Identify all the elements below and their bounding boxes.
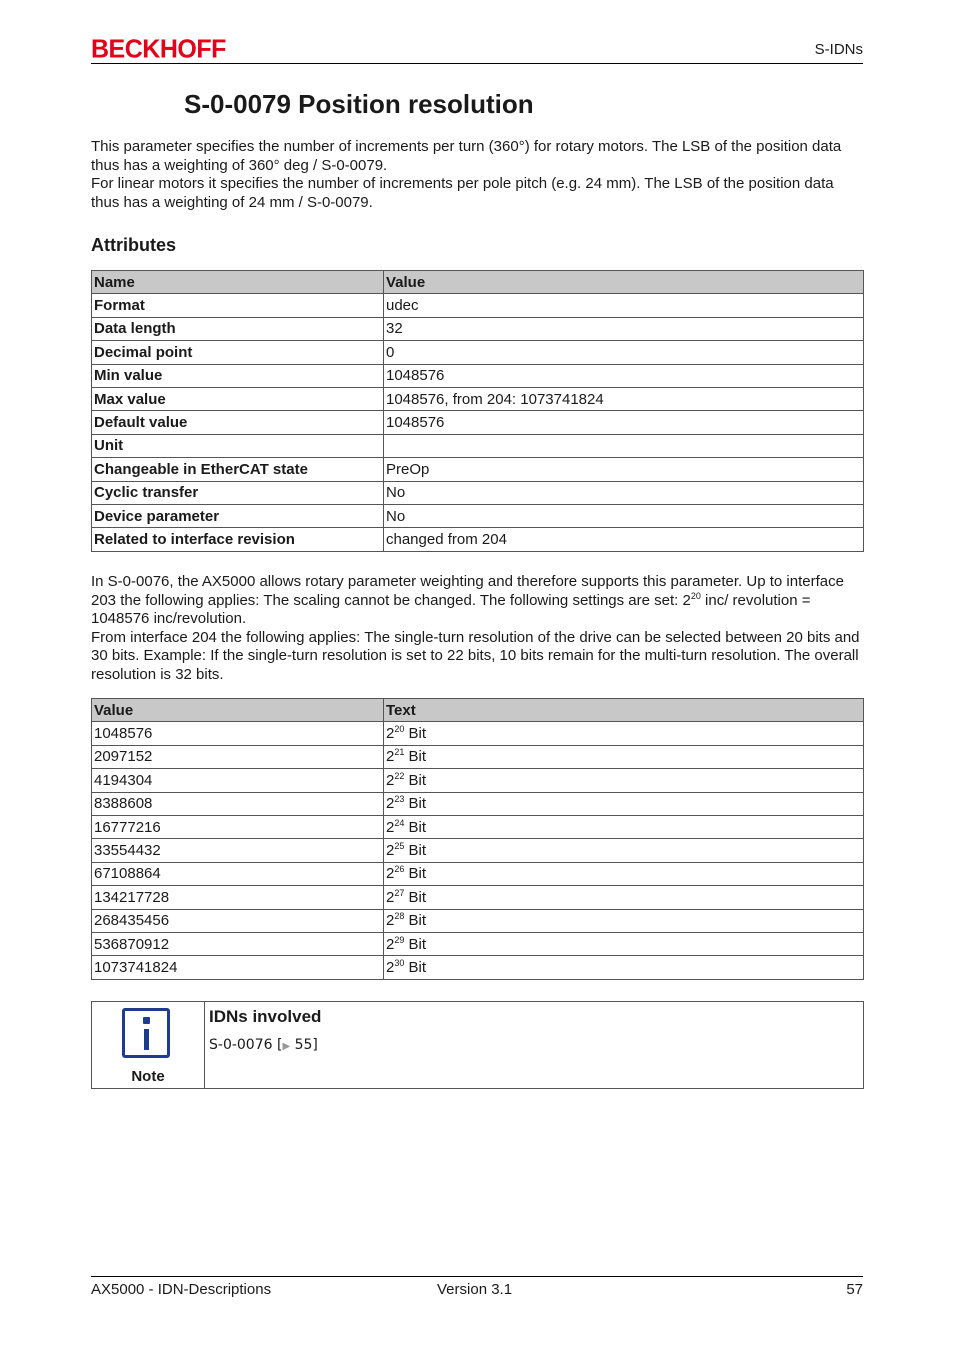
resolution-value: 1048576 [92, 722, 384, 745]
attribute-value: 1048576 [384, 411, 864, 434]
power-base: 2 [386, 725, 395, 743]
table-row [92, 481, 864, 504]
intro-paragraph-linear: For linear motors it specifies the number of increments per pole pitch (e.g. 24 mm). The LSB of the position data thus has a weighting of 24 mm / S-0-0079. [91, 175, 834, 211]
unit-label: Bit [404, 748, 427, 766]
power-base: 2 [386, 888, 395, 906]
table-row [92, 458, 864, 481]
info-icon [122, 1008, 170, 1058]
table-row [92, 411, 864, 434]
attribute-name: Min value [92, 364, 384, 387]
resolution-text [384, 886, 864, 909]
table-row [92, 317, 864, 340]
resolution-value: 33554432 [92, 839, 384, 862]
attribute-value: PreOp [384, 458, 864, 481]
resolution-text [384, 815, 864, 838]
table-header-row [92, 271, 864, 294]
power-base: 2 [386, 771, 395, 789]
attribute-name: Default value [92, 411, 384, 434]
page-arrow-icon: ▶ [282, 1041, 291, 1052]
table-row [92, 528, 864, 551]
idn-link-text: S-0-0076 [ [209, 1037, 283, 1053]
power-base: 2 [386, 795, 395, 813]
note-box [91, 1001, 864, 1089]
resolution-value: 4194304 [92, 769, 384, 792]
resolution-value: 536870912 [92, 932, 384, 955]
resolution-value: 268435456 [92, 909, 384, 932]
power-exponent: 20 [394, 724, 405, 735]
power-exponent: 21 [394, 747, 405, 758]
resolution-value: 67108864 [92, 862, 384, 885]
column-header-value: Value [92, 699, 384, 722]
attribute-value: No [384, 481, 864, 504]
power-exponent: 30 [394, 957, 405, 968]
resolution-value: 8388608 [92, 792, 384, 815]
power-base: 2 [386, 748, 395, 766]
attribute-name: Unit [92, 434, 384, 457]
attribute-name: Changeable in EtherCAT state [92, 458, 384, 481]
attribute-name: Format [92, 294, 384, 317]
attributes-heading: Attributes [91, 235, 176, 255]
scaling-exponent: 20 [690, 590, 701, 601]
unit-label: Bit [404, 935, 427, 953]
attribute-name: Cyclic transfer [92, 481, 384, 504]
table-row [92, 387, 864, 410]
attribute-name: Related to interface revision [92, 528, 384, 551]
beckhoff-logo: BECKHOFF [91, 34, 226, 64]
power-base: 2 [386, 842, 395, 860]
resolution-text [384, 745, 864, 768]
resolution-value: 16777216 [92, 815, 384, 838]
attribute-value [384, 434, 864, 457]
scaling-text-after: inc/ revolution = 1048576 inc/revolution. [91, 591, 811, 627]
table-row [92, 364, 864, 387]
attribute-value: 32 [384, 317, 864, 340]
attribute-value: udec [384, 294, 864, 317]
table-row [92, 886, 864, 909]
attribute-value: 1048576 [384, 364, 864, 387]
table-row [92, 815, 864, 838]
table-row [92, 932, 864, 955]
scaling-text-before: In S-0-0076, the AX5000 allows rotary parameter weighting and therefore supports this parameter. Up to interface 203 the following applies: The scaling cannot be changed. The following settings are set: 2 [91, 573, 844, 609]
power-base: 2 [386, 935, 395, 953]
table-row [92, 745, 864, 768]
attribute-name: Data length [92, 317, 384, 340]
power-base: 2 [386, 958, 395, 976]
power-exponent: 27 [394, 887, 405, 898]
power-exponent: 29 [394, 934, 405, 945]
unit-label: Bit [404, 912, 427, 930]
resolution-text [384, 769, 864, 792]
intro-paragraph-rotary: This parameter specifies the number of increments per turn (360°) for rotary motors. The LSB of the position data thus has a weighting of 360° deg / S-0-0079. [91, 138, 842, 174]
header-divider [91, 63, 863, 64]
resolution-text [384, 792, 864, 815]
attribute-value: No [384, 504, 864, 527]
unit-label: Bit [404, 795, 427, 813]
header-section-label: S-IDNs [814, 41, 863, 58]
table-row [92, 434, 864, 457]
description-text [91, 573, 863, 684]
resolution-text [384, 862, 864, 885]
power-base: 2 [386, 865, 395, 883]
page-title: S-0-0079 Position resolution [184, 89, 534, 119]
footer-document-title: AX5000 - IDN-Descriptions [91, 1281, 272, 1298]
power-exponent: 26 [394, 864, 405, 875]
resolution-value: 2097152 [92, 745, 384, 768]
power-base: 2 [386, 818, 395, 836]
table-row [92, 504, 864, 527]
column-header-value: Value [384, 271, 864, 294]
unit-label: Bit [404, 842, 427, 860]
attributes-table [91, 270, 864, 552]
table-header-row [92, 699, 864, 722]
power-exponent: 23 [394, 794, 405, 805]
intro-text [91, 138, 863, 212]
power-exponent: 24 [394, 817, 405, 828]
attribute-value: 1048576, from 204: 1073741824 [384, 387, 864, 410]
resolution-values-table [91, 698, 864, 980]
power-exponent: 25 [394, 841, 405, 852]
attribute-name: Max value [92, 387, 384, 410]
power-exponent: 22 [394, 770, 405, 781]
column-header-name: Name [92, 271, 384, 294]
table-row [92, 722, 864, 745]
description-paragraph-resolution: From interface 204 the following applies: The single-turn resolution of the drive can be selected between 20 bits and 30 bits. Example: If the single-turn resolution is set to 22 bits, 10 bits remain for the multi-turn resolution. The overall resolution is 32 bits. [91, 628, 860, 683]
note-icon-cell [92, 1002, 205, 1088]
table-row [92, 909, 864, 932]
table-row [92, 839, 864, 862]
unit-label: Bit [404, 865, 427, 883]
resolution-value: 1073741824 [92, 956, 384, 979]
table-row [92, 294, 864, 317]
column-header-text: Text [384, 699, 864, 722]
unit-label: Bit [404, 888, 427, 906]
note-title: IDNs involved [209, 1007, 322, 1026]
footer-page-number: 57 [846, 1281, 863, 1298]
attribute-value: changed from 204 [384, 528, 864, 551]
resolution-text [384, 932, 864, 955]
resolution-text [384, 956, 864, 979]
idn-link-page: 55] [290, 1037, 318, 1053]
table-row [92, 341, 864, 364]
table-row [92, 862, 864, 885]
table-row [92, 792, 864, 815]
unit-label: Bit [404, 958, 427, 976]
table-row [92, 956, 864, 979]
power-exponent: 28 [394, 911, 405, 922]
attribute-name: Device parameter [92, 504, 384, 527]
unit-label: Bit [404, 818, 427, 836]
resolution-text [384, 722, 864, 745]
attribute-name: Decimal point [92, 341, 384, 364]
note-label: Note [131, 1068, 165, 1085]
power-base: 2 [386, 912, 395, 930]
footer-version: Version 3.1 [437, 1281, 513, 1298]
idn-link-s-0-0076[interactable] [209, 1037, 318, 1053]
resolution-text [384, 839, 864, 862]
resolution-text [384, 909, 864, 932]
table-row [92, 769, 864, 792]
unit-label: Bit [404, 771, 427, 789]
footer-divider [91, 1276, 863, 1277]
resolution-value: 134217728 [92, 886, 384, 909]
description-paragraph-scaling [91, 573, 863, 629]
attribute-value: 0 [384, 341, 864, 364]
unit-label: Bit [404, 725, 427, 743]
